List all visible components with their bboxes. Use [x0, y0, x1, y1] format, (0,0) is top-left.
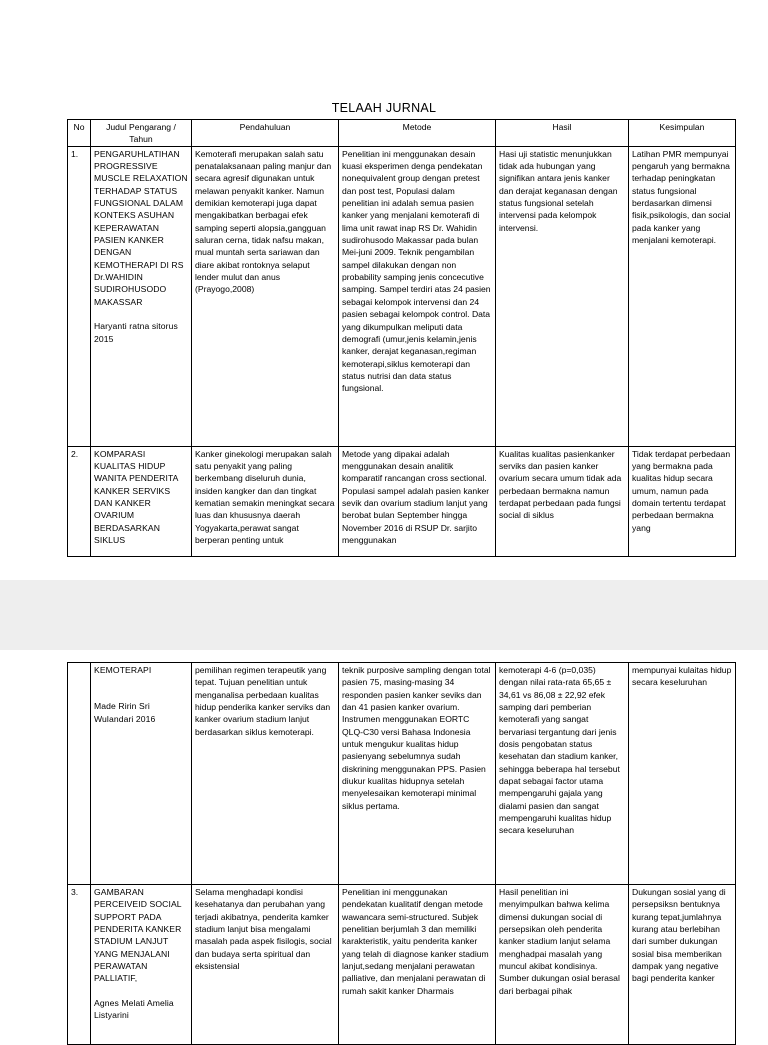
- table-row: [68, 885, 736, 1045]
- header-pendahuluan: Pendahuluan: [192, 120, 339, 147]
- cell-judul: [91, 885, 192, 1045]
- document-title: TELAAH JURNAL: [331, 101, 437, 115]
- cell-metode: Penelitian ini menggunakan desain kuasi eksperimen denga pendekatan nonequivalent group dengan pretest dan post test, Populasi dalam penelitian ini adalah semua pasien kanker yang menjalani kemoterafi di lima unit rawat inap RS Dr. Wahidin sudirohusodo Makassar pada bulan Mei-juni 2009. Teknik pengambilan sampel dilakukan dengan non probability samping jenis concecutive samping. Sampel terdiri atas 24 pasien sebagai kelompok intervensi dan 24 pasien sebagai kelompok control. Data yang dikumpulkan meliputi data demografi (umur,jenis kelamin,jenis kanker, derajat keganasan,regiman kemoterapi,siklus kemoterapi dan status nutrisi dan data status fungsional.: [339, 146, 496, 446]
- judul-title: PENGARUHLATIHAN PROGRESSIVE MUSCLE RELAXATION TERHADAP STATUS FUNGSIONAL DALAM KONTEKS ASUHAN KEPERAWATAN PASIEN KANKER DENGAN KEMOTHERAPI DI RS Dr.WAHIDIN SUDIROHUSODO MAKASSAR: [94, 148, 188, 307]
- cell-no: 1.: [68, 146, 91, 446]
- cell-hasil: kemoterapi 4-6 (p=0,035) dengan nilai rata-rata 65,65 ± 34,61 vs 86,08 ± 22,92 efek samping dari pemberian kemoterafi yang sangat bervariasi tergantung dari jenis dosis pengobatan status kesehatan dan stadium kanker, sehingga beberapa hal tersebut dapat sebagai factor utama mempengaruhi gajala yang dialami pasien dan sangat mempengaruhi kualitas hidup secara keseluruhan: [496, 663, 629, 885]
- table-row: [68, 146, 736, 446]
- cell-kesimpulan: mempunyai kulaitas hidup secara keseluruhan: [629, 663, 736, 885]
- cell-no: 3.: [68, 885, 91, 1045]
- judul-author: Haryanti ratna sitorus 2015: [94, 321, 178, 344]
- cell-judul: [91, 663, 192, 885]
- cell-kesimpulan: Latihan PMR mempunyai pengaruh yang bermakna terhadap peningkatan status fungsional berdasarkan dimensi fisik,psikologis, dan social pada kanker yang menjalani kemoterapi.: [629, 146, 736, 446]
- header-kesimpulan: Kesimpulan: [629, 120, 736, 147]
- cell-kesimpulan: Tidak terdapat perbedaan yang bermakna pada kualitas hidup secara umum, namun pada domain tertentu terdapat perbedaan bermakna yang: [629, 446, 736, 556]
- header-no: No: [68, 120, 91, 147]
- header-hasil: Hasil: [496, 120, 629, 147]
- cell-metode: Metode yang dipakai adalah menggunakan desain analitik komparatif rancangan cross sectional. Populasi sampel adalah pasien kanker sevik dan ovarium stadium lanjut yang berobat bulan September hingga November 2016 di RSUP Dr. sarjito menggunakan: [339, 446, 496, 556]
- cell-pendahuluan: Selama menghadapi kondisi kesehatanya dan perubahan yang terjadi akibatnya, penderita kamker stadium lanjut bisa mengalami masalah pada aspek fisilogis, social dan budaya serta spiritual dan eksistensial: [192, 885, 339, 1045]
- cell-pendahuluan: Kemoterafi merupakan salah satu penatalaksanaan paling manjur dan secara agresif digunakan untuk melawan penyakit kanker. Namun demikian kemoterapi juga dapat mengakibatkan berbagai efek samping seperti alopsia,gangguan saluran cerna, tidak nafsu makan, mual muntah serta sariawan dan diare akibat rontoknya selaput lender mulut dan anus (Prayogo,2008): [192, 146, 339, 446]
- review-table-page-2: [67, 662, 736, 1045]
- cell-hasil: Kualitas kualitas pasienkanker serviks dan pasien kanker ovarium secara umum tidak ada perbedaan bermakna namun terdapat perbedaan pada fungsi social di siklus: [496, 446, 629, 556]
- review-table-page-1: [67, 119, 736, 557]
- page-break: [0, 580, 768, 650]
- cell-no: [68, 663, 91, 885]
- header-judul: Judul Pengarang / Tahun: [91, 120, 192, 147]
- cell-metode: Penelitian ini menggunakan pendekatan kualitatif dengan metode wawancara semi-structured. Subjek penelitian berjumlah 3 dan memiliki karakteristik, yaitu penderita kanker yang telah di diagnose kanker stadium lanjut,sedang menjalani perawatan palliative, dan menjalani perawatan di rumah sakit kanker Dharmais: [339, 885, 496, 1045]
- cell-no: 2.: [68, 446, 91, 556]
- table-row: [68, 663, 736, 885]
- table-row: [68, 446, 736, 556]
- judul-title: KEMOTERAPI: [94, 665, 152, 675]
- header-metode: Metode: [339, 120, 496, 147]
- table-header-row: [68, 120, 736, 147]
- cell-judul: KOMPARASI KUALITAS HIDUP WANITA PENDERITA KANKER SERVIKS DAN KANKER OVARIUM BERDASARKAN SIKLUS: [91, 446, 192, 556]
- cell-pendahuluan: Kanker ginekologi merupakan salah satu penyakit yang paling berkembang diseluruh dunia, insiden kangker dan dan tingkat kematian semakin meningkat secara luas dan khususnya daerah Yogyakarta,perawat sangat berperan penting untuk: [192, 446, 339, 556]
- cell-pendahuluan: pemilihan regimen terapeutik yang tepat. Tujuan penelitian untuk menganalisa perbedaan kualitas hidup penderika kanker serviks dan kanker ovarium stadium lanjut berdasarkan siklus kemoterapi.: [192, 663, 339, 885]
- judul-author: Agnes Melati Amelia Listyarini: [94, 997, 174, 1021]
- judul-title: GAMBARAN PERCEIVEID SOCIAL SUPPORT PADA PENDERITA KANKER STADIUM LANJUT YANG MENJALANI PERAWATAN PALLIATIF,: [94, 887, 182, 984]
- judul-author: Made Ririn Sri Wulandari 2016: [94, 701, 156, 724]
- cell-kesimpulan: Dukungan sosial yang di persepsiksn bentuknya kurang tepat,jumlahnya kurang atau berlebihan dari sumber dukungan sosial bisa memberikan dampak yang negative bagi penderita kanker: [629, 885, 736, 1045]
- cell-hasil: Hasi uji statistic menunjukkan tidak ada hubungan yang signifikan antara jenis kanker dan derajat keganasan dengan status fungsional setelah intervensi pada kelompok intervensi.: [496, 146, 629, 446]
- cell-hasil: Hasil penelitian ini menyimpulkan bahwa kelima dimensi dukungan social di persepsikan oleh penderita kanker stadium lanjut selama menghadpai masalah yang muncul akibat kondisinya. Sumber dukungan osial berasal dari berbagai pihak: [496, 885, 629, 1045]
- cell-judul: [91, 146, 192, 446]
- cell-metode: teknik purposive sampling dengan total pasien 75, masing-masing 34 responden pasien kanker seviks dan dan 41 pasien kanker ovarium. Instrumen menggunakan EORTC QLQ-C30 versi Bahasa Indonesia untuk mengukur kualitas hidup pasienyang sebelumnya sudah diskrining menggunakan PPS. Pasien diukur kualitas hidupnya setelah menyelesaikan kemoterapi minimal siklus pertama.: [339, 663, 496, 885]
